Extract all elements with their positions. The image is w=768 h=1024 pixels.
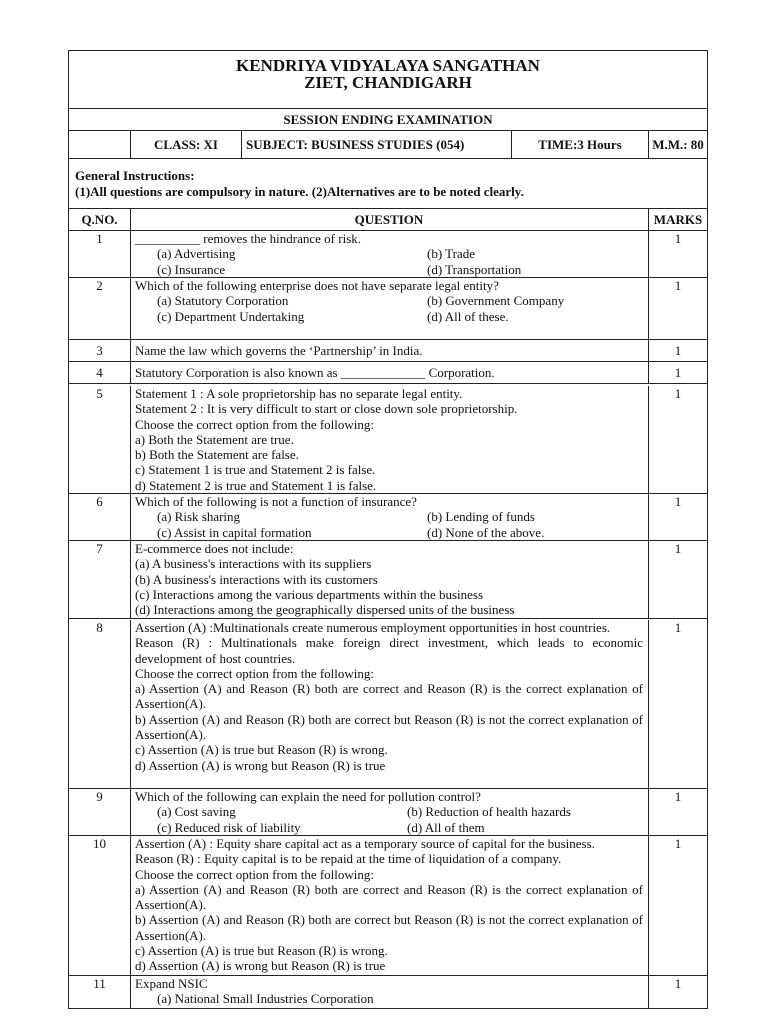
option-a: (a) Advertising — [157, 246, 236, 262]
question-text — [131, 976, 649, 1008]
choose-line: Choose the correct option from the following: — [135, 416, 375, 432]
question-text — [131, 541, 649, 618]
question-stem: Which of the following enterprise does not have separate legal entity? — [135, 278, 499, 293]
question-marks: 1 — [674, 836, 682, 851]
question-row-4 — [69, 362, 707, 384]
instructions-title: General Instructions: — [75, 168, 195, 183]
question-number: 3 — [69, 340, 131, 361]
option-b: b) Assertion (A) and Reason (R) both are correct but Reason (R) is not the correct explanation of Assertion(A). — [135, 711, 643, 743]
option-b: b) Assertion (A) and Reason (R) both are correct but Reason (R) is not the correct explanation of Assertion(A). — [135, 912, 643, 943]
question-text — [131, 231, 649, 277]
statement-1: Statement 1 : A sole proprietorship has no separate legal entity. — [135, 386, 463, 401]
subject-label: SUBJECT: BUSINESS STUDIES (054) — [242, 131, 512, 158]
question-stem: Expand NSIC — [135, 976, 208, 991]
assertion: Assertion (A) : Equity share capital act as a temporary source of capital for the business. — [135, 836, 595, 851]
class-label: CLASS: XI — [131, 131, 242, 158]
question-row-1 — [69, 231, 707, 278]
option-a: a) Assertion (A) and Reason (R) both are correct and Reason (R) is the correct explanation of Assertion(A). — [135, 681, 643, 712]
col-marks: MARKS — [653, 212, 703, 227]
question-marks: 1 — [674, 278, 682, 293]
question-number: 10 — [69, 836, 131, 975]
question-row-2 — [69, 278, 707, 340]
option-c: (c) Insurance — [157, 261, 226, 277]
question-stem: __________ removes the hindrance of risk. — [135, 231, 362, 246]
question-marks: 1 — [674, 386, 682, 401]
question-number: 1 — [69, 231, 131, 277]
option-c: c) Assertion (A) is true but Reason (R) is wrong. — [135, 742, 388, 758]
option-c: (c) Interactions among the various departments within the business — [135, 586, 484, 602]
col-question: QUESTION — [131, 209, 649, 230]
question-row-3 — [69, 340, 707, 362]
general-instructions — [69, 159, 707, 209]
max-marks-label: M.M.: 80 — [652, 137, 704, 152]
option-c: c) Assertion (A) is true but Reason (R) is wrong. — [135, 943, 388, 959]
option-b: (b) Reduction of health hazards — [407, 804, 571, 820]
exam-paper — [68, 50, 708, 1009]
question-stem: Which of the following can explain the need for pollution control? — [135, 789, 481, 804]
question-marks: 1 — [674, 976, 682, 991]
question-number: 7 — [69, 541, 131, 618]
question-stem: Which of the following is not a function of insurance? — [135, 494, 417, 509]
option-b: b) Both the Statement are false. — [135, 447, 299, 463]
option-b: (b) Trade — [427, 246, 476, 262]
option-b: (b) Government Company — [427, 293, 565, 309]
question-marks: 1 — [674, 789, 682, 804]
question-number: 6 — [69, 494, 131, 540]
option-d: (d) All of them — [407, 819, 485, 835]
option-c: (c) Reduced risk of liability — [157, 819, 301, 835]
exam-name: SESSION ENDING EXAMINATION — [69, 109, 707, 131]
option-c: c) Statement 1 is true and Statement 2 is false. — [135, 462, 376, 478]
option-a: a) Both the Statement are true. — [135, 431, 294, 447]
option-d: d) Assertion (A) is wrong but Reason (R) is true — [135, 757, 386, 773]
option-d: (d) Interactions among the geographically dispersed units of the business — [135, 602, 515, 618]
options-row — [135, 262, 643, 277]
paper-title-block — [69, 51, 707, 109]
question-marks: 1 — [674, 541, 682, 556]
question-marks: 1 — [674, 343, 682, 358]
option-a: (a) Cost saving — [157, 804, 236, 820]
option-a: (a) Statutory Corporation — [157, 293, 289, 309]
question-number: 8 — [69, 620, 131, 788]
reason: Reason (R) : Equity capital is to be repaid at the time of liquidation of a company. — [135, 851, 562, 867]
question-row-11 — [69, 976, 707, 1008]
question-marks: 1 — [674, 494, 682, 509]
org-name: KENDRIYA VIDYALAYA SANGATHAN — [236, 56, 540, 75]
question-marks: 1 — [674, 231, 682, 246]
reason: Reason (R) : Multinationals make foreign direct investment, which leads to economic development of host countries. — [135, 635, 643, 666]
question-marks: 1 — [674, 365, 682, 380]
option-d: (d) All of these. — [427, 308, 509, 324]
option-d: (d) None of the above. — [427, 524, 545, 540]
option-a: (a) National Small Industries Corporation — [157, 991, 374, 1007]
info-blank — [69, 131, 131, 158]
options-row — [135, 309, 643, 324]
question-number: 11 — [69, 976, 131, 1008]
option-a: (a) Risk sharing — [157, 509, 241, 525]
statement-2: Statement 2 : It is very difficult to start or close down sole proprietorship. — [135, 401, 518, 417]
table-header — [69, 209, 707, 231]
question-number: 5 — [69, 386, 131, 493]
options-row — [135, 804, 643, 819]
question-row-9 — [69, 789, 707, 836]
options-row — [135, 525, 643, 540]
question-row-6 — [69, 494, 707, 541]
choose-line: Choose the correct option from the following: — [135, 665, 375, 681]
question-text: Name the law which governs the ‘Partnership’ in India. — [131, 340, 649, 361]
option-d: (d) Transportation — [427, 261, 522, 277]
question-number: 4 — [69, 362, 131, 383]
exam-info-row — [69, 131, 707, 159]
question-text — [131, 386, 649, 493]
option-a: (a) A business's interactions with its suppliers — [135, 556, 372, 572]
option-c: (c) Assist in capital formation — [157, 524, 312, 540]
question-text: Statutory Corporation is also known as _____________ Corporation. — [131, 362, 649, 383]
option-b: (b) Lending of funds — [427, 509, 535, 525]
options-row — [135, 509, 643, 524]
options-row — [135, 293, 643, 308]
choose-line: Choose the correct option from the following: — [135, 866, 375, 882]
question-row-10 — [69, 836, 707, 976]
option-c: (c) Department Undertaking — [157, 308, 305, 324]
question-row-5 — [69, 384, 707, 494]
instructions-text: (1)All questions are compulsory in nature. (2)Alternatives are to be noted clearly. — [75, 184, 524, 199]
place-name: ZIET, CHANDIGARH — [304, 73, 472, 92]
question-text — [131, 278, 649, 339]
question-text — [131, 836, 649, 975]
assertion: Assertion (A) :Multinationals create numerous employment opportunities in host countries. — [135, 620, 611, 635]
options-row — [135, 246, 643, 261]
question-text — [131, 789, 649, 835]
options-row — [135, 820, 643, 835]
question-text — [131, 494, 649, 540]
option-a: a) Assertion (A) and Reason (R) both are correct and Reason (R) is the correct explanation of Assertion(A). — [135, 881, 643, 913]
question-marks: 1 — [674, 620, 682, 635]
time-label: TIME:3 Hours — [512, 131, 649, 158]
question-stem: E-commerce does not include: — [135, 541, 294, 556]
question-row-8 — [69, 619, 707, 789]
question-row-7 — [69, 541, 707, 619]
option-d: d) Assertion (A) is wrong but Reason (R) is true — [135, 958, 386, 974]
col-qno: Q.NO. — [69, 209, 131, 230]
question-number: 2 — [69, 278, 131, 339]
question-number: 9 — [69, 789, 131, 835]
option-d: d) Statement 2 is true and Statement 1 is false. — [135, 477, 377, 493]
question-text — [131, 620, 649, 788]
option-b: (b) A business's interactions with its customers — [135, 571, 378, 587]
